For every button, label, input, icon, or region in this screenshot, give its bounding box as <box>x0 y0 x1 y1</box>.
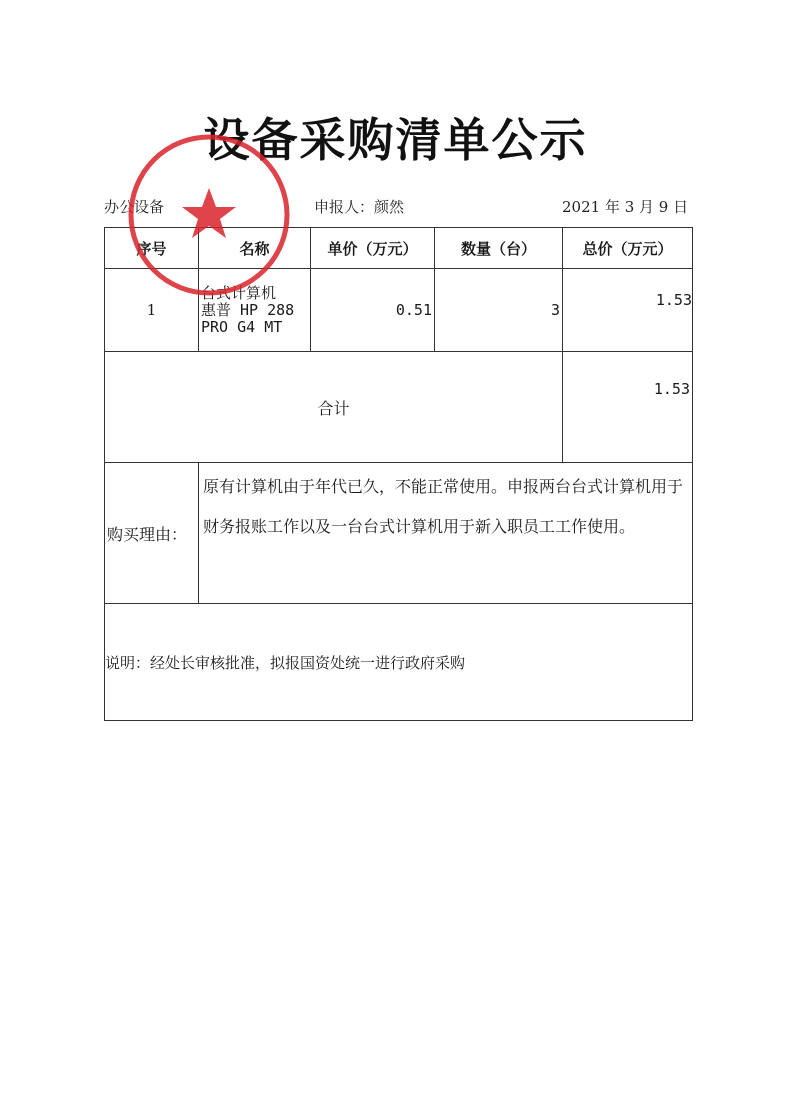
reason-row <box>105 463 693 604</box>
department-label: 办公设备 <box>104 198 165 216</box>
sum-row <box>105 352 693 463</box>
date-label: 2021 年 3 月 9 日 <box>562 198 689 216</box>
cell-total: 1.53 <box>563 269 693 352</box>
cell-name <box>199 269 311 352</box>
cell-no: 1 <box>105 269 199 352</box>
table-header-row <box>105 228 693 269</box>
cell-price <box>311 269 435 352</box>
header-qty: 数量（台） <box>435 228 563 269</box>
procurement-table <box>104 227 693 721</box>
header-price: 单价（万元） <box>311 228 435 269</box>
header-total: 总价（万元） <box>563 228 693 269</box>
sum-label: 合计 <box>105 352 563 463</box>
header-name: 名称 <box>199 228 311 269</box>
cell-price-value: 0.51 <box>395 301 432 319</box>
reporter-label: 申报人：颜然 <box>314 198 405 216</box>
sum-total: 1.53 <box>563 352 693 463</box>
reason-label: 购买理由： <box>105 463 199 604</box>
cell-name-line1: 台式计算机 <box>201 283 277 302</box>
cell-qty-value: 3 <box>550 301 560 319</box>
cell-name-line2: 惠普 HP 288 <box>201 300 295 319</box>
cell-qty <box>435 269 563 352</box>
cell-name-line3: PRO G4 MT <box>201 317 283 336</box>
note-row <box>105 604 693 721</box>
reason-text: 原有计算机由于年代已久，不能正常使用。申报两台台式计算机用于财务报账工作以及一台台式计算机用于新入职员工工作使用。 <box>199 463 693 604</box>
page-title: 设备采购清单公示 <box>203 113 588 167</box>
note-text: 说明：经处长审核批准，拟报国资处统一进行政府采购 <box>105 604 693 721</box>
table-row <box>105 269 693 352</box>
header-no: 序号 <box>105 228 199 269</box>
